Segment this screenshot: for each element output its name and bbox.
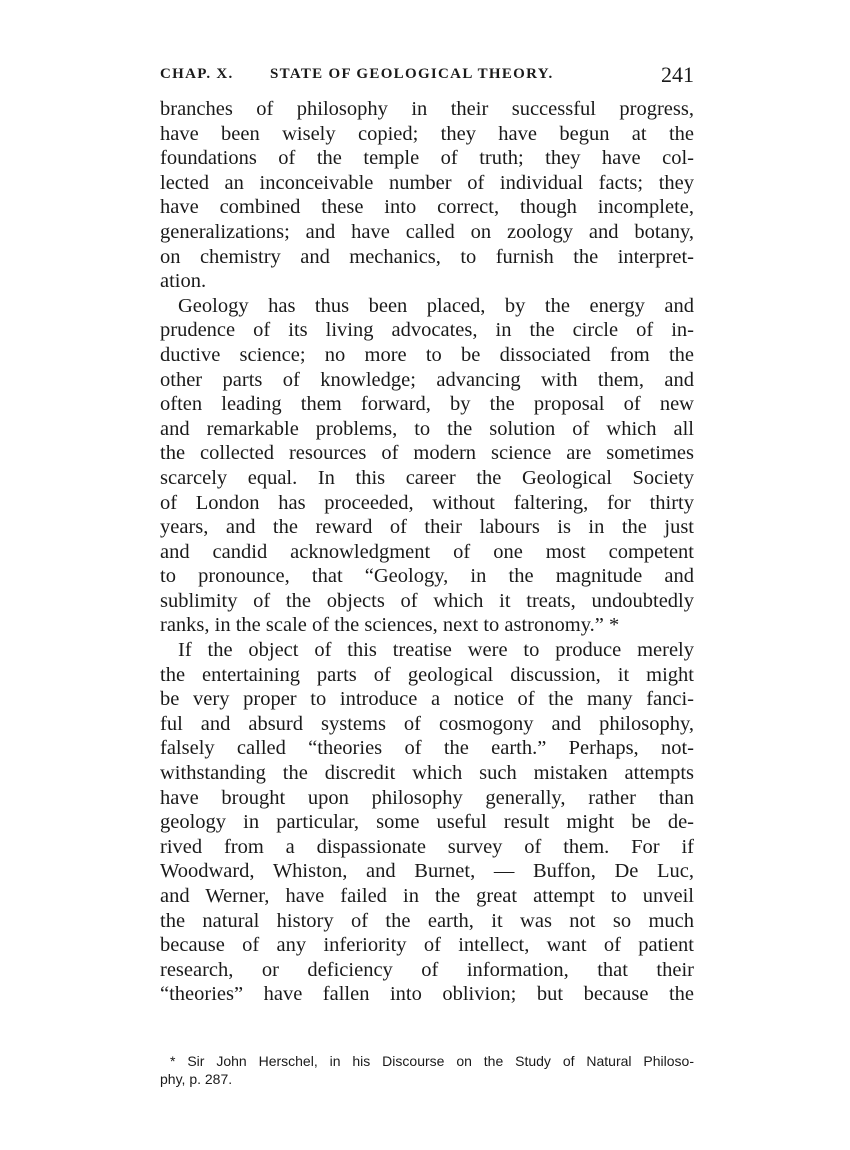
text-line: sublimity of the objects of which it treats, undoubtedly bbox=[160, 589, 694, 612]
text-line: geology in particular, some useful result might be de- bbox=[160, 811, 694, 834]
text-line: ful and absurd systems of cosmogony and philosophy, bbox=[160, 712, 694, 735]
text-line: have combined these into correct, though incomplete, bbox=[160, 196, 694, 219]
text-line: research, or deficiency of information, that their bbox=[160, 958, 694, 981]
text-line: lected an inconceivable number of individual facts; they bbox=[160, 171, 694, 194]
text-line: scarcely equal. In this career the Geological Society bbox=[160, 466, 694, 489]
text-line: other parts of knowledge; advancing with them, and bbox=[160, 368, 694, 391]
text-line: ranks, in the scale of the sciences, next to astronomy.” * bbox=[160, 614, 620, 637]
text-line: prudence of its living advocates, in the circle of in- bbox=[160, 319, 694, 342]
footnote-line: phy, p. 287. bbox=[160, 1071, 233, 1087]
text-line: years, and the reward of their labours is in the just bbox=[160, 516, 694, 539]
text-line: of London has proceeded, without faltering, for thirty bbox=[160, 491, 694, 514]
text-line: have brought upon philosophy generally, rather than bbox=[160, 786, 694, 809]
text-line: “theories” have fallen into oblivion; but because the bbox=[160, 983, 694, 1006]
text-line: be very proper to introduce a notice of the many fanci- bbox=[160, 688, 694, 711]
text-line: have been wisely copied; they have begun at the bbox=[160, 122, 694, 145]
text-line: generalizations; and have called on zoology and botany, bbox=[160, 220, 694, 243]
text-line: Woodward, Whiston, and Burnet, — Buffon, De Luc, bbox=[160, 860, 694, 883]
text-line: branches of philosophy in their successful progress, bbox=[160, 98, 694, 120]
text-line: falsely called “theories of the earth.” Perhaps, not- bbox=[160, 737, 694, 760]
text-line: Geology has thus been placed, by the energy and bbox=[178, 294, 694, 317]
text-line: because of any inferiority of intellect, want of patient bbox=[160, 934, 694, 957]
text-line: ductive science; no more to be dissociated from the bbox=[160, 343, 694, 366]
text-line: often leading them forward, by the proposal of new bbox=[160, 393, 694, 416]
text-line: to pronounce, that “Geology, in the magnitude and bbox=[160, 565, 694, 588]
text-line: rived from a dispassionate survey of them. For if bbox=[160, 835, 694, 858]
running-header bbox=[160, 62, 694, 88]
text-line: and remarkable problems, to the solution of which all bbox=[160, 417, 694, 440]
chapter-label: CHAP. X. bbox=[160, 66, 234, 82]
running-title: STATE OF GEOLOGICAL THEORY. bbox=[270, 66, 554, 82]
footnote-line: * Sir John Herschel, in his Discourse on the Study of Natural Philoso- bbox=[170, 1053, 694, 1069]
text-line: If the object of this treatise were to produce merely bbox=[178, 639, 694, 662]
text-line: and candid acknowledgment of one most competent bbox=[160, 540, 694, 563]
text-line: the natural history of the earth, it was not so much bbox=[160, 909, 694, 932]
text-line: ation. bbox=[160, 270, 207, 293]
page-number: 241 bbox=[661, 62, 694, 87]
text-line: and Werner, have failed in the great attempt to unveil bbox=[160, 885, 694, 907]
body-text bbox=[160, 97, 694, 1007]
text-line: the entertaining parts of geological discussion, it might bbox=[160, 663, 694, 686]
footnote bbox=[160, 1052, 694, 1088]
text-line: on chemistry and mechanics, to furnish the interpret- bbox=[160, 245, 694, 268]
text-line: the collected resources of modern science are sometimes bbox=[160, 442, 694, 465]
text-line: foundations of the temple of truth; they have col- bbox=[160, 147, 694, 170]
text-line: withstanding the discredit which such mistaken attempts bbox=[160, 762, 694, 785]
